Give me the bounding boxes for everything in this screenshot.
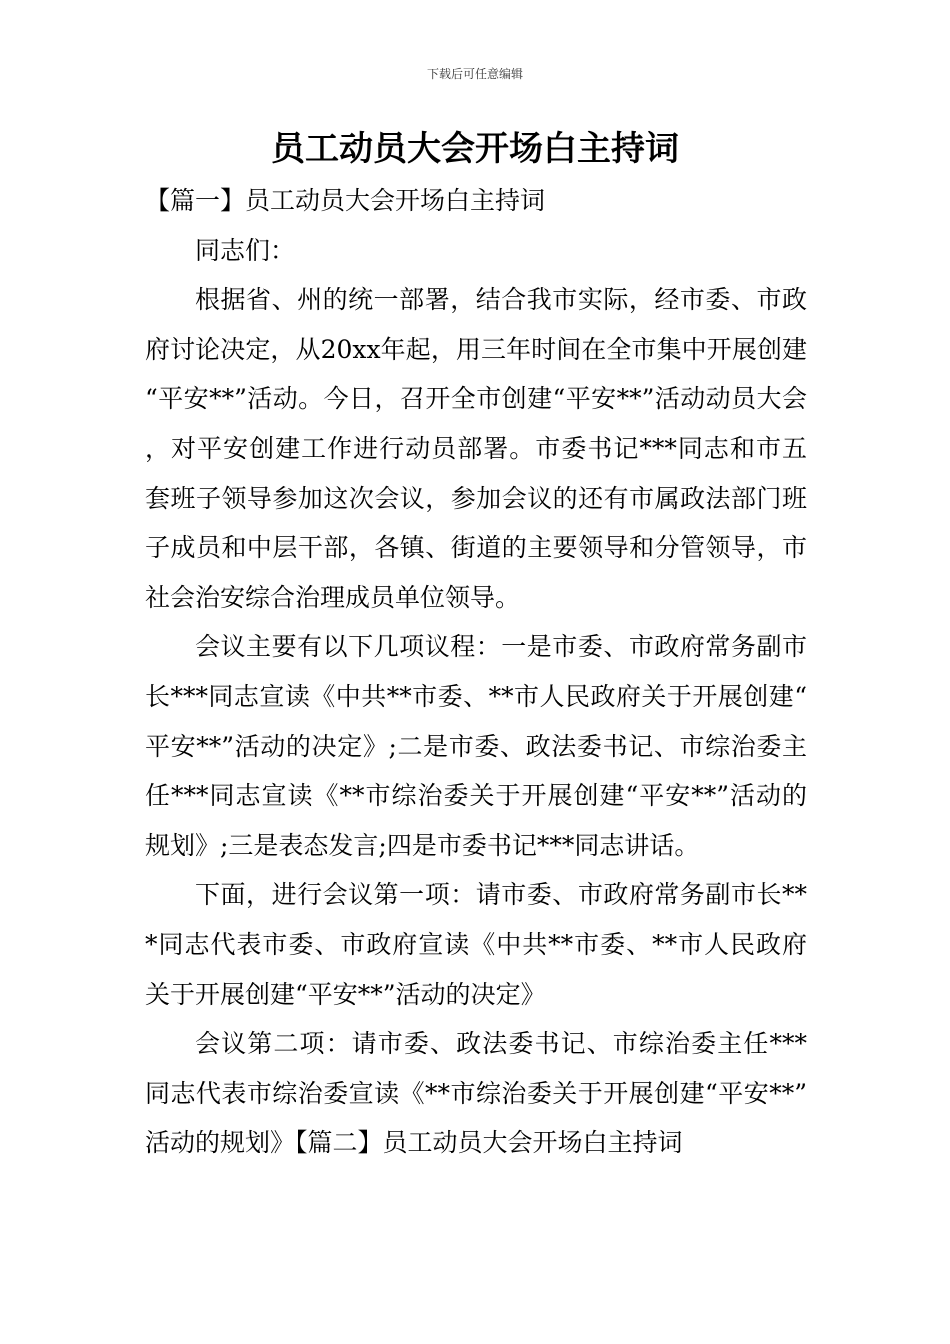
- paragraph-agenda: 会议主要有以下几项议程：一是市委、市政府常务副市长***同志宣读《中共**市委、**市人民政府关于开展创建“平安**”活动的决定》;二是市委、政法委书记、市综治委主任***同志宣读《**市综治委关于开展创建“平安**”活动的规划》;三是表态发言;四是市委书记***同志讲话。: [145, 632, 807, 860]
- paragraph-item-two: 会议第二项：请市委、政法委书记、市综治委主任***同志代表市综治委宣读《**市综治委关于开展创建“平安**”活动的规划》【篇二】员工动员大会开场白主持词: [145, 1029, 807, 1158]
- paragraph-greeting: 同志们：: [195, 235, 296, 265]
- paragraph-item-one: 下面，进行会议第一项：请市委、市政府常务副市长***同志代表市委、市政府宣读《中共**市委、**市人民政府关于开展创建“平安**”活动的决定》: [145, 880, 807, 1009]
- document-title: 员工动员大会开场白主持词: [271, 129, 679, 169]
- header-note: 下载后可任意编辑: [426, 67, 523, 81]
- section-heading: 【篇一】员工动员大会开场白主持词: [145, 186, 546, 215]
- document-body: [145, 176, 807, 1168]
- paragraph-intro: 根据省、州的统一部署，结合我市实际，经市委、市政府讨论决定，从20xx年起，用三年时间在全市集中开展创建“平安**”活动。今日，召开全市创建“平安**”活动动员大会，对平安创建工作进行动员部署。市委书记***同志和市五套班子领导参加这次会议，参加会议的还有市属政法部门班子成员和中层干部，各镇、街道的主要领导和分管领导，市社会治安综合治理成员单位领导。: [145, 285, 807, 612]
